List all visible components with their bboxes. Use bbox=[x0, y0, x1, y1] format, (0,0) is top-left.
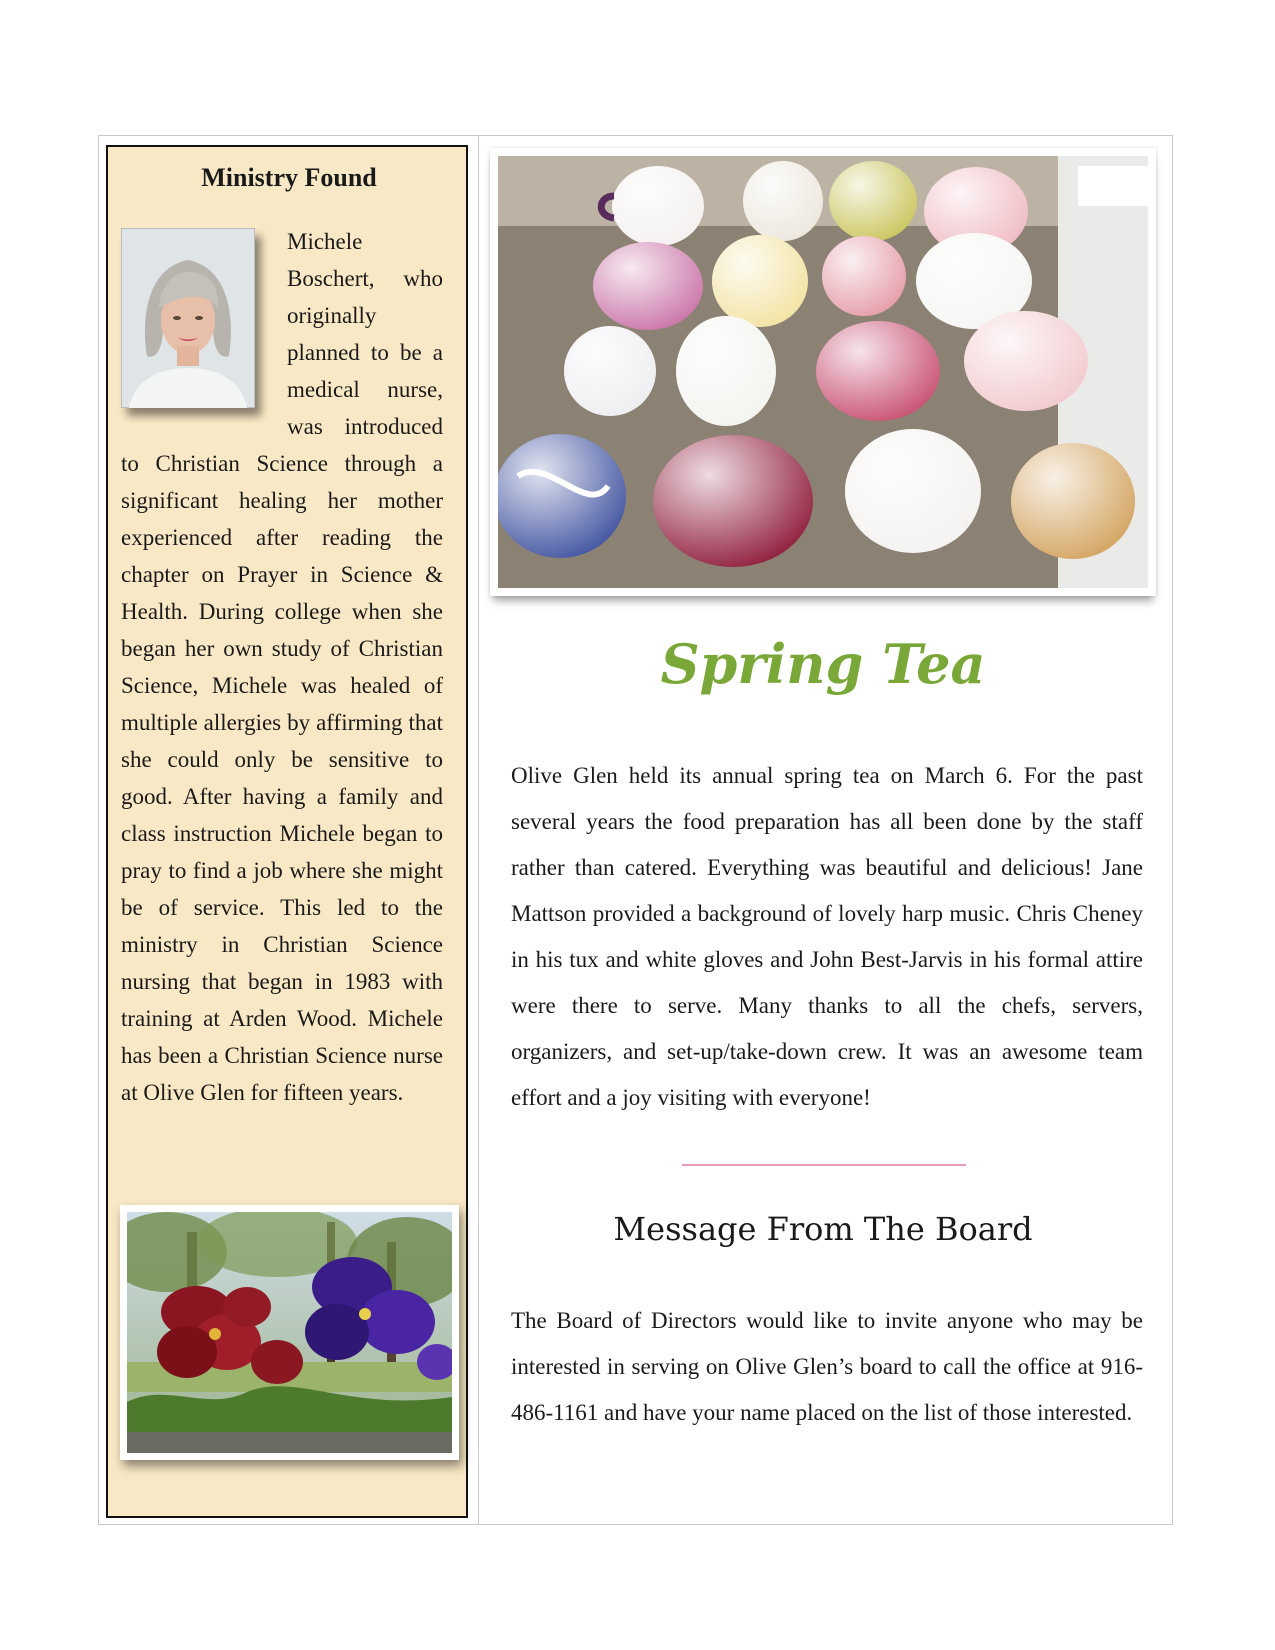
board-message-body: The Board of Directors would like to invite anyone who may be interested in serving on Olive Glen’s board to call the office at 916-486-1161 and have your name placed on the list of those interested. bbox=[511, 1308, 1143, 1425]
spring-tea-title: Spring Tea bbox=[660, 632, 986, 696]
teapot-image bbox=[498, 156, 1148, 588]
pansy-image bbox=[127, 1212, 452, 1453]
section-divider bbox=[682, 1164, 966, 1166]
portrait-photo bbox=[121, 228, 255, 408]
teapot-photo bbox=[490, 148, 1156, 596]
portrait-image bbox=[121, 228, 255, 408]
spring-tea-body: Olive Glen held its annual spring tea on March 6. For the past several years the food preparation has all been done by the staff rather than catered. Everything was beautiful and delicious! Jane Mattson provided a background of lovely harp music. Chris Cheney in his tux and white gloves and John Best-Jarvis in his formal attire were there to serve. Many thanks to all the chefs, servers, organizers, and set-up/take-down crew. It was an awesome team effort and a joy visiting with everyone! bbox=[511, 763, 1143, 1110]
sidebar-title: Ministry Found bbox=[201, 163, 377, 192]
pansy-photo bbox=[120, 1205, 459, 1460]
bio-text: Michele Boschert, who originally planned to be a medical nurse, was introduced to Christian Science through a significant healing her mother experienced after reading the chapter on Prayer in Science & Health. During college when she began her own study of Christian Science, Michele was healed of multiple allergies by affirming that she could only be sensitive to good. After having a family and class instruction Michele began to pray to find a job where she might be of service. This led to the ministry in Christian Science nursing that began in 1983 with training at Arden Wood. Michele has been a Christian Science nurse at Olive Glen for fifteen years. bbox=[121, 229, 443, 1105]
ministry-sidebar bbox=[106, 145, 468, 1518]
column-divider bbox=[478, 135, 479, 1525]
board-message-title: Message From The Board bbox=[613, 1210, 1033, 1248]
